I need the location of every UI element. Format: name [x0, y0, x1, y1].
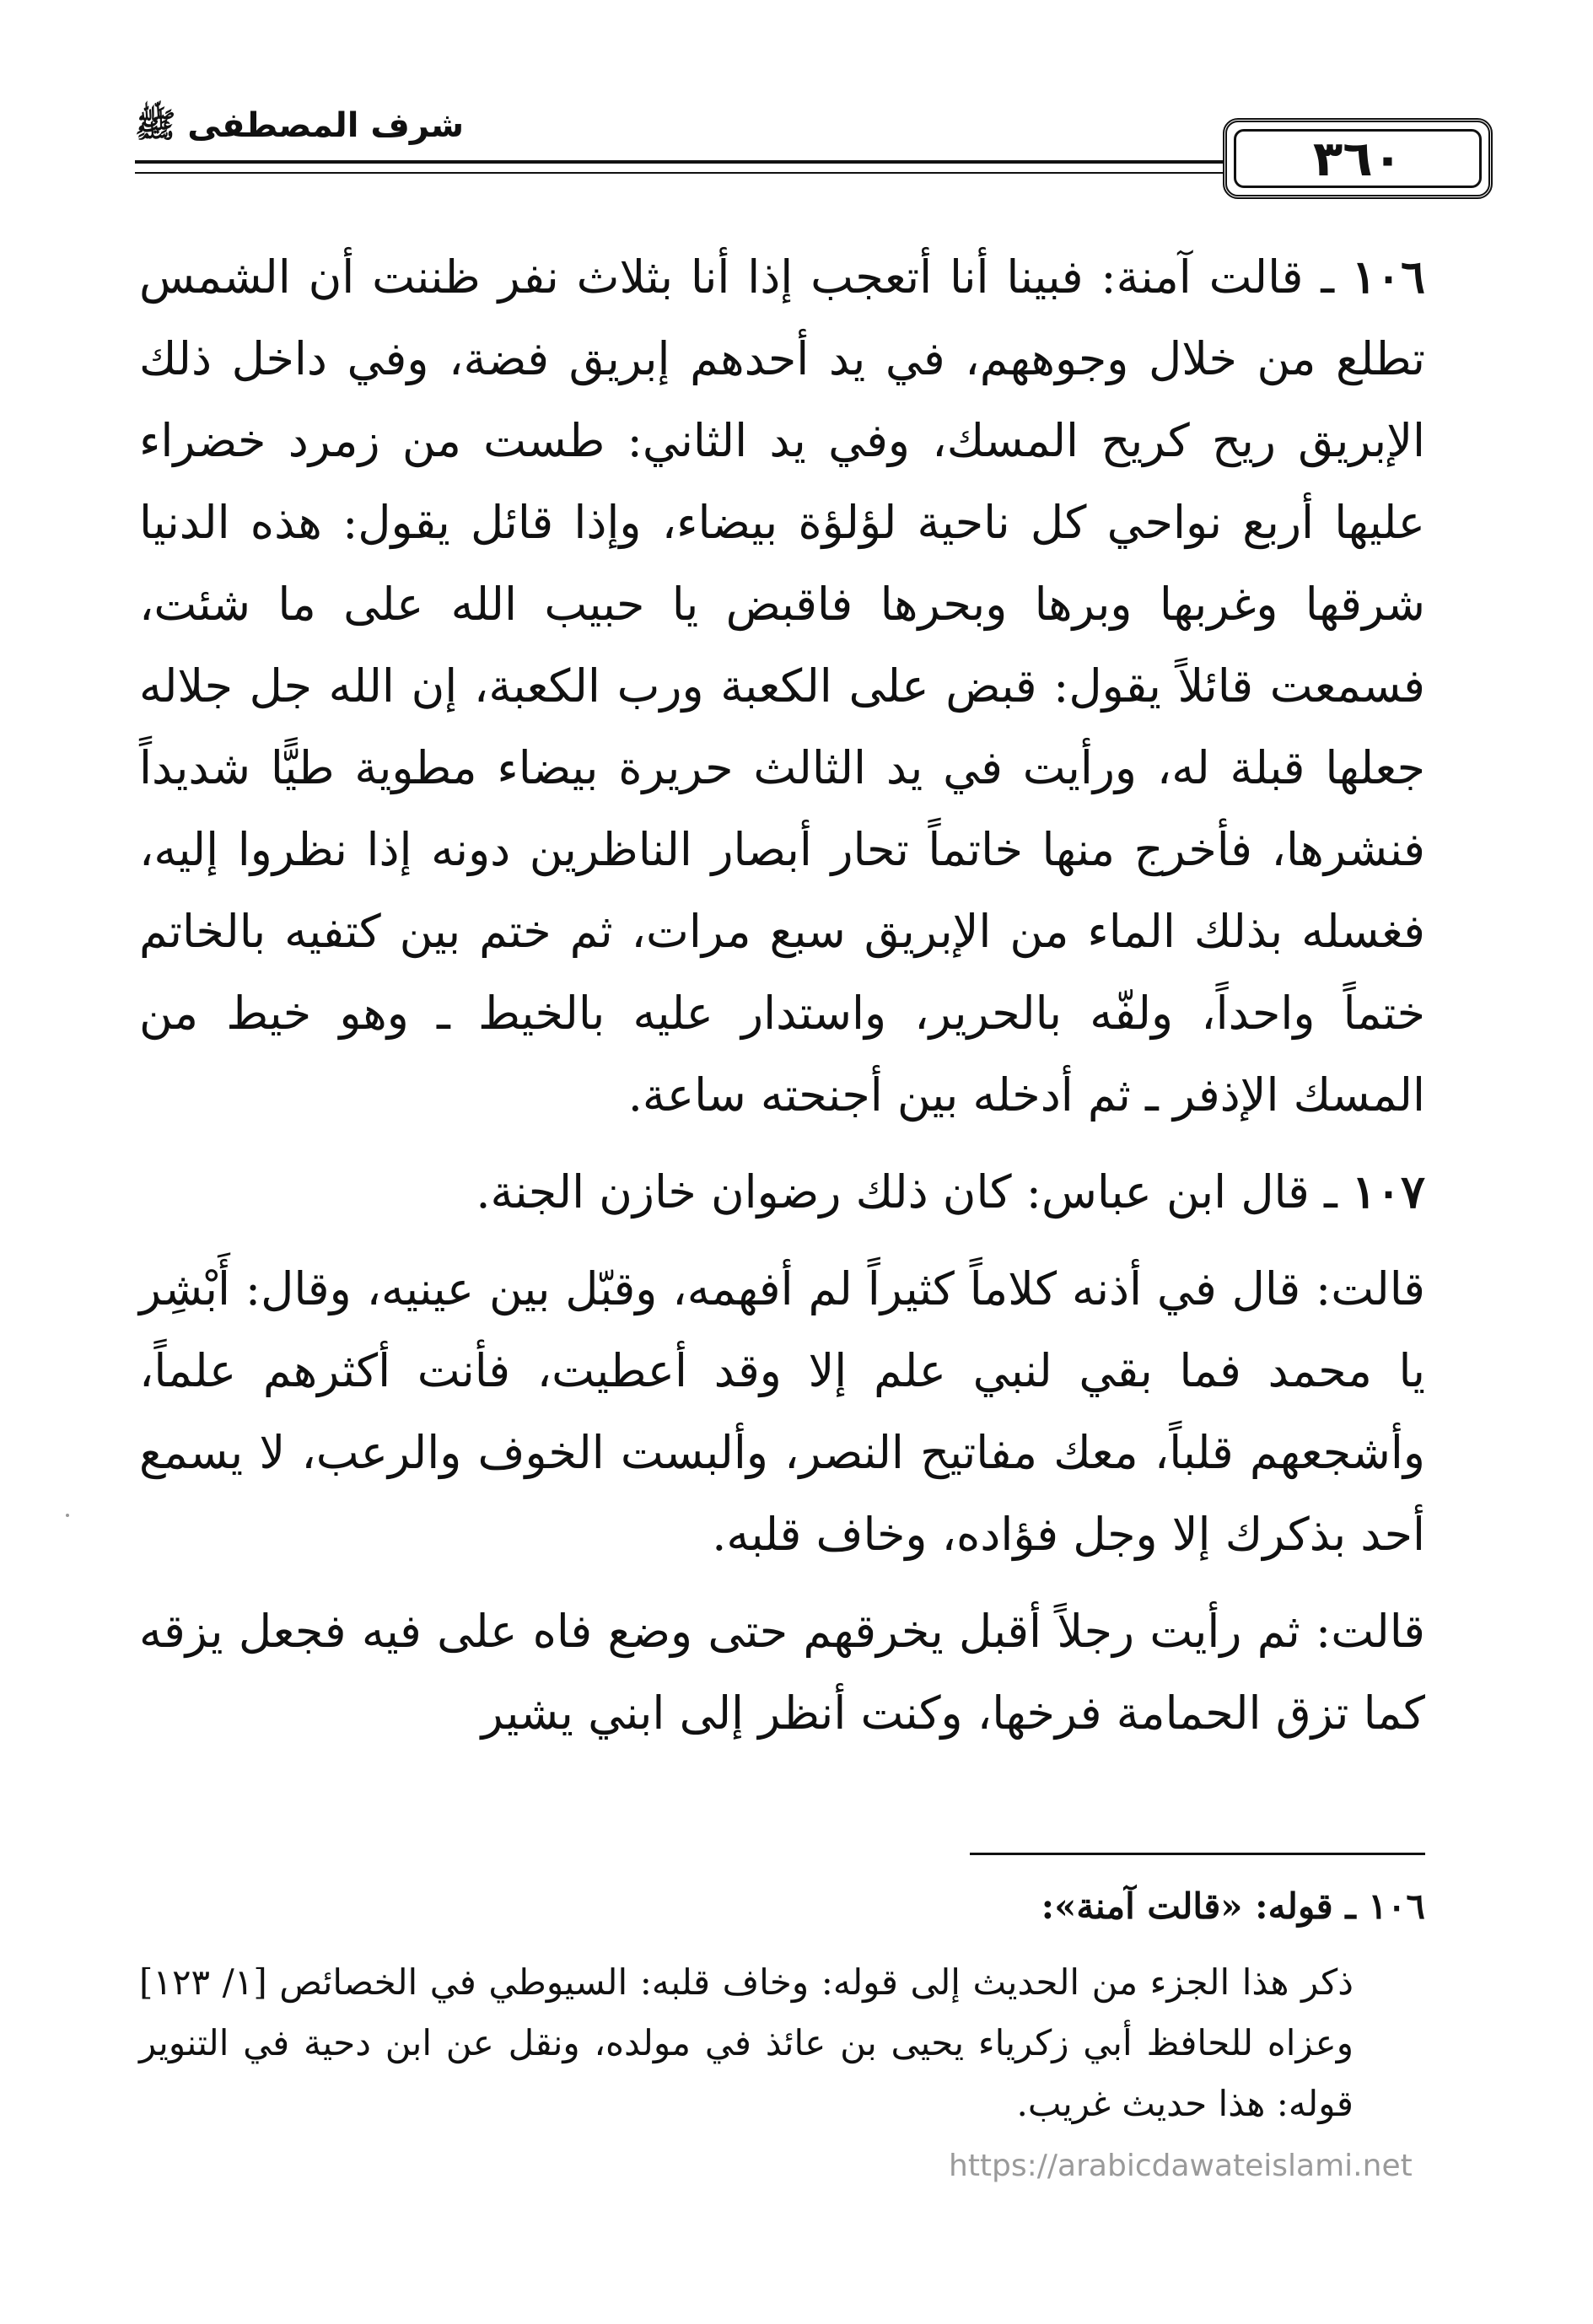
scan-speck — [66, 1514, 69, 1517]
hadith-number: ١٠٦ — [1351, 250, 1425, 304]
page-header — [135, 101, 1425, 202]
footnotes — [139, 1876, 1425, 2134]
paragraph-qalat-1 — [139, 1248, 1425, 1575]
paragraph-text: قالت: قال في أذنه كلاماً كثيراً لم أفهمه، وقبّل بين عينيه، وقال: أَبْشِر يا محمد فما بقي لنبي علم إلا وقد أعطيت، فأنت أكثرهم علماً، وأشجعهم قلباً، معك مفاتيح النصر، وألبست الخوف والرعب، لا يسمع أحد بذكرك إلا وجل فؤاده، وخاف قلبه. — [139, 1262, 1425, 1561]
main-text — [139, 236, 1425, 1754]
paragraph-107 — [139, 1151, 1425, 1233]
footnote-text: ذكر هذا الجزء من الحديث إلى قوله: وخاف قلبه: السيوطي في الخصائص [١/ ١٢٣] وعزاه للحافظ أبي زكرياء يحيى بن عائذ في مولده، ونقل عن ابن دحية في التنوير قوله: هذا حديث غريب. — [139, 1961, 1354, 2124]
footnote-divider — [970, 1853, 1425, 1855]
footnote-heading: ١٠٦ ـ قوله: «قالت آمنة»: — [1041, 1886, 1425, 1927]
hadith-number: ١٠٧ — [1351, 1165, 1425, 1218]
running-title: شرف المصطفى ﷺ — [135, 106, 465, 145]
paragraph-text: قالت: ثم رأيت رجلاً أقبل يخرقهم حتى وضع فاه على فيه فجعل يزقه كما تزق الحمامة فرخها، وكنت أنظر إلى ابني يشير — [139, 1605, 1425, 1740]
watermark-url: https://arabicdawateislami.net — [949, 2149, 1413, 2183]
paragraph-text: ـ قال ابن عباس: كان ذلك رضوان خازن الجنة. — [476, 1165, 1352, 1218]
paragraph-106 — [139, 236, 1425, 1136]
paragraph-qalat-2 — [139, 1590, 1425, 1754]
paragraph-text: ـ قالت آمنة: فبينا أنا أتعجب إذا أنا بثلاث نفر ظننت أن الشمس تطلع من خلال وجوههم، في يد أحدهم إبريق فضة، وفي داخل ذلك الإبريق ريح كريح المسك، وفي يد الثاني: طست من زمرد خضراء عليها أربع نواحي كل ناحية لؤلؤة بيضاء، وإذا قائل يقول: هذه الدنيا شرقها وغربها وبرها وبحرها فاقبض يا حبيب الله على ما شئت، فسمعت قائلاً يقول: قبض على الكعبة ورب الكعبة، إن الله جل جلاله جعلها قبلة له، ورأيت في يد الثالث حريرة بيضاء مطوية طيًّا شديداً فنشرها، فأخرج منها خاتماً تحار أبصار الناظرين دونه إذا نظروا إليه، فغسله بذلك الماء من الإبريق سبع مرات، ثم ختم بين كتفيه بالخاتم ختماً واحداً، ولفّه بالحرير، واستدار عليه بالخيط ـ وهو خيط من المسك الإذفر ـ ثم أدخله بين أجنحته ساعة. — [139, 250, 1425, 1122]
page-number: ٣٦٠ — [1223, 118, 1493, 199]
